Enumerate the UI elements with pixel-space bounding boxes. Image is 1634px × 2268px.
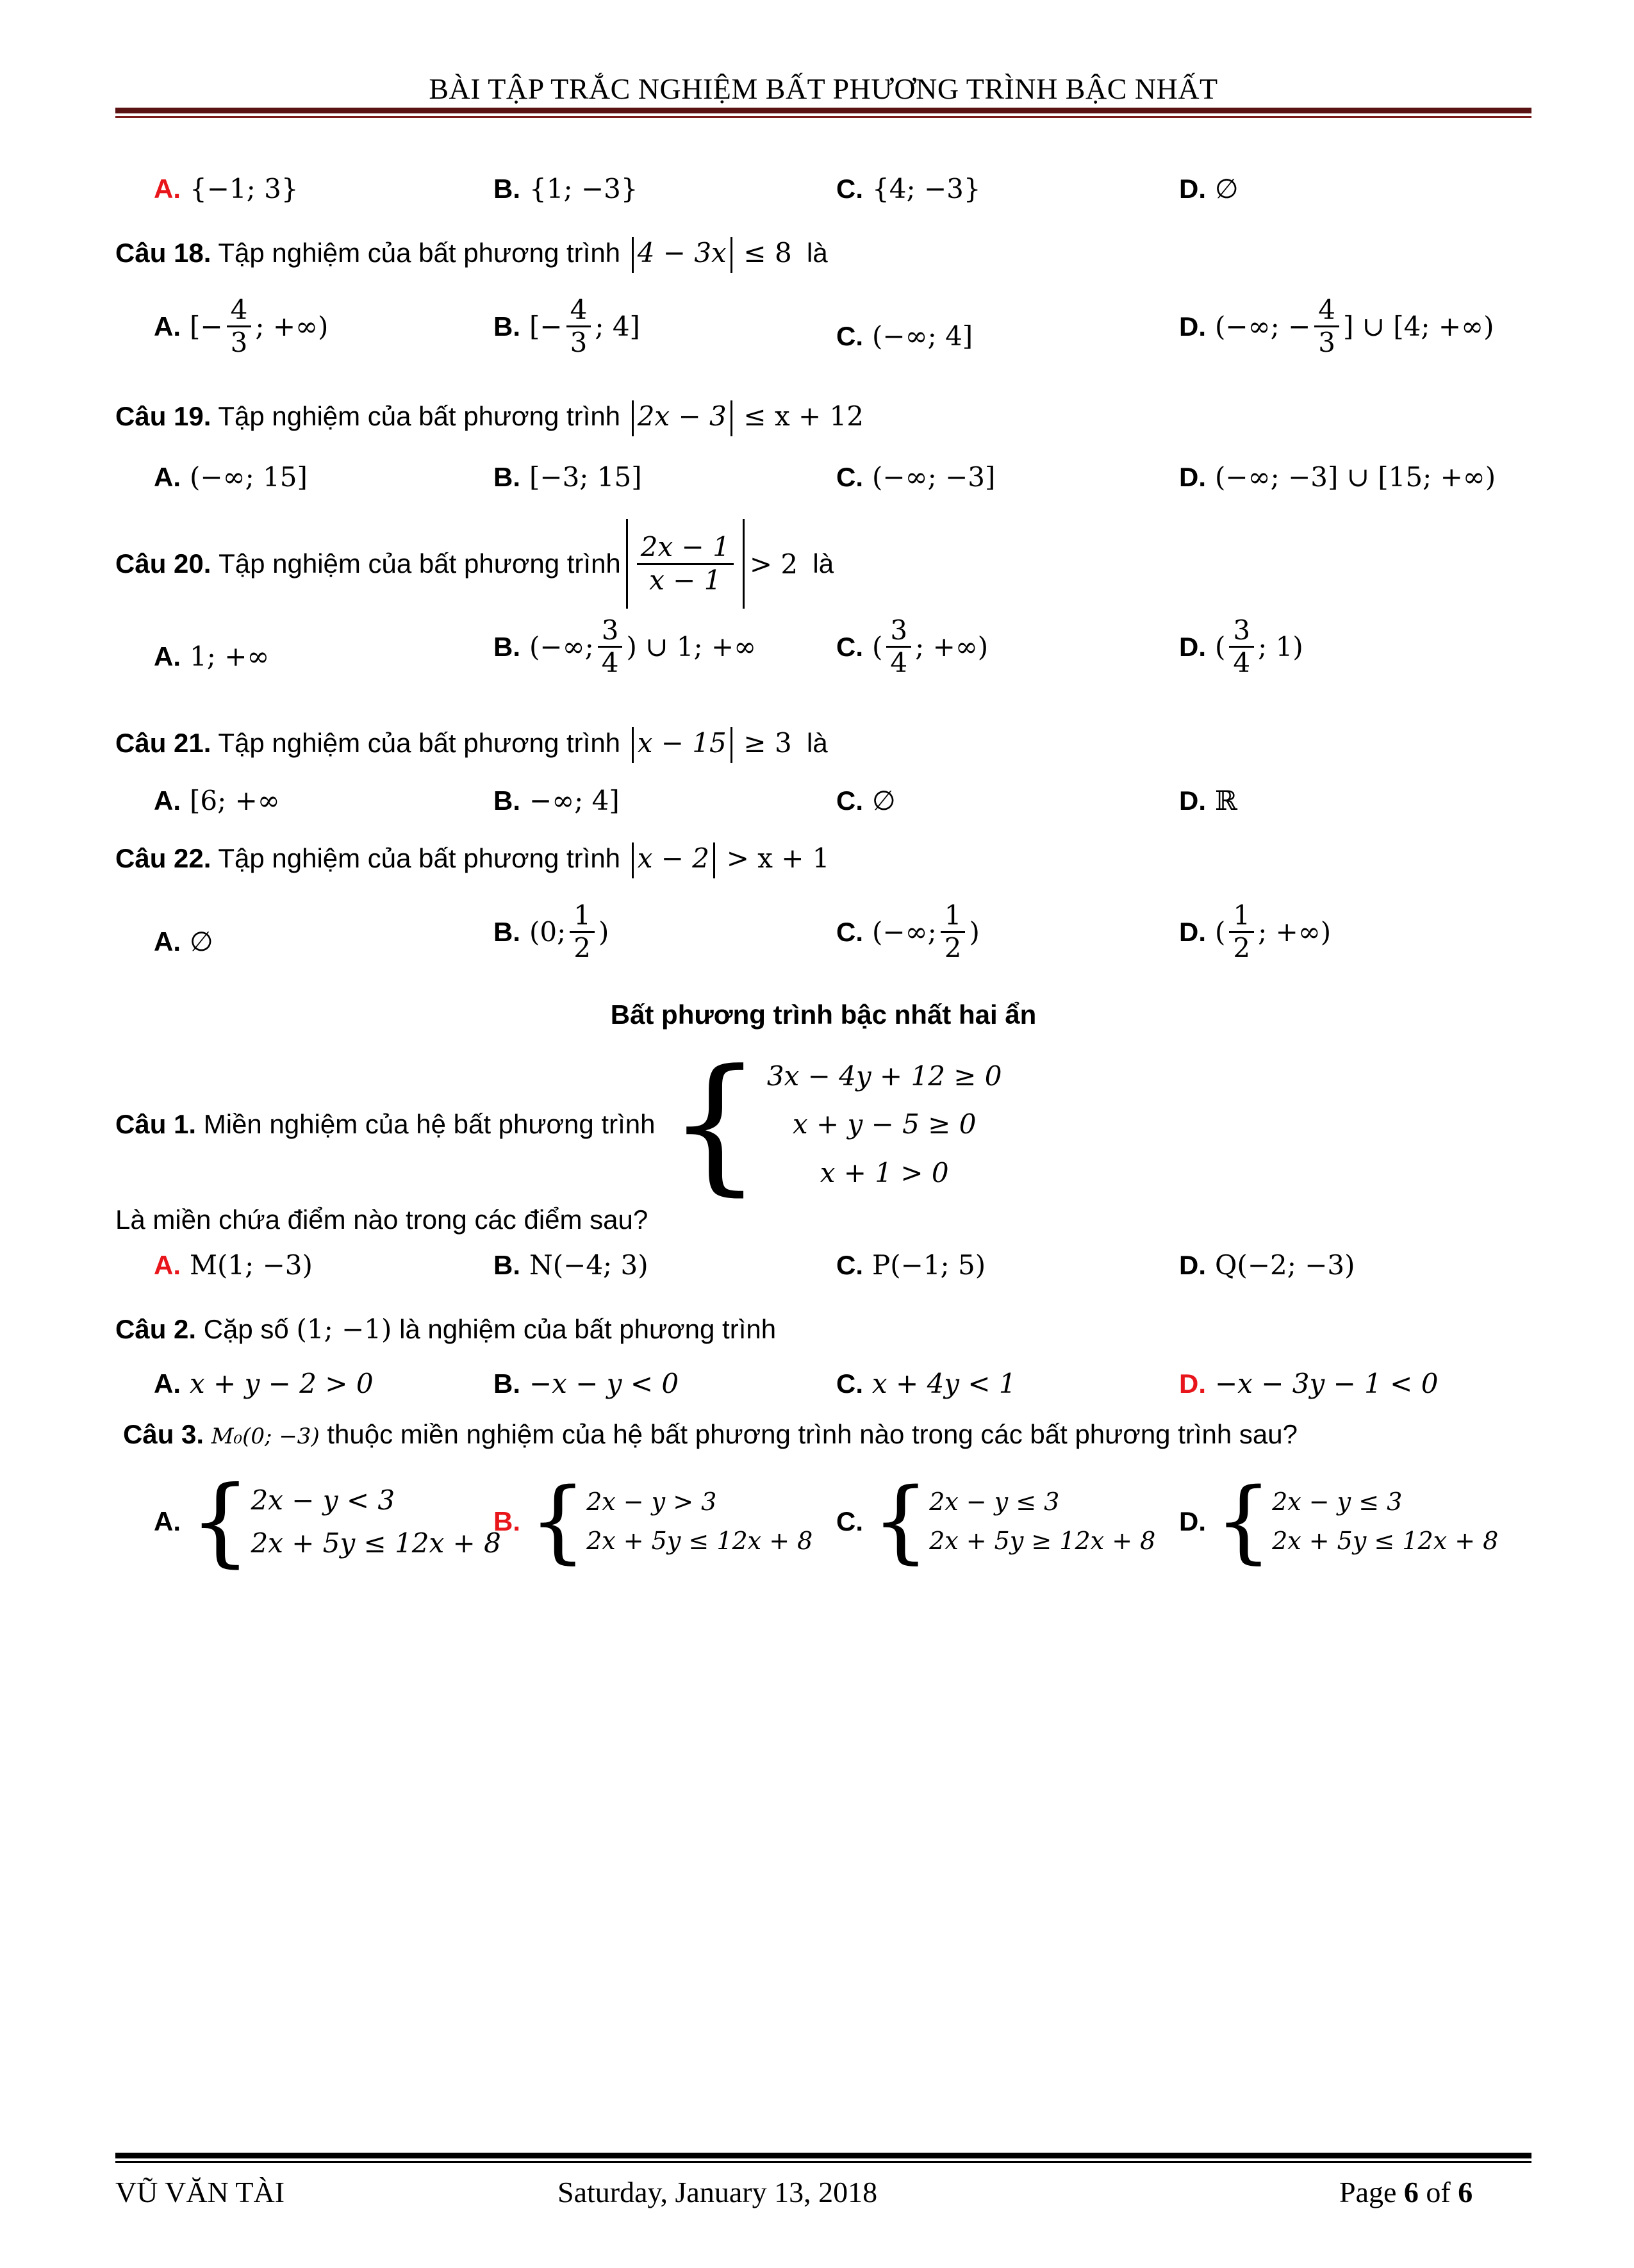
q21-option-b: B. −∞; 4] xyxy=(493,785,620,816)
s3-option-b: B. { 2x − y > 3 2x + 5y ≤ 12x + 8 xyxy=(493,1469,813,1574)
q21-option-c: C. ∅ xyxy=(836,785,896,816)
header-rule-thin xyxy=(115,116,1531,118)
q22-stem: Câu 22. Tập nghiệm của bất phương trình x − 2 > x + 1 xyxy=(115,842,1525,878)
footer-page: Page 6 of 6 xyxy=(1339,2176,1473,2208)
q18-option-a: A. [− $\frac{4}{3}$ ; +∞) xyxy=(154,294,329,359)
q19-option-d: D. (−∞; −3] ∪ [15; +∞) xyxy=(1179,461,1496,493)
s1-option-c: C. P(−1; 5) xyxy=(836,1249,986,1281)
section-title: Bất phương trình bậc nhất hai ẩn xyxy=(610,999,1037,1030)
q19-option-a: A. (−∞; 15] xyxy=(154,461,308,493)
page-header-title: BÀI TẬP TRẮC NGHIỆM BẤT PHƯƠNG TRÌNH BẬC NHẤT xyxy=(429,72,1218,105)
q18-option-c: C. (−∞; 4] xyxy=(836,320,973,352)
q17-option-c: C. {4; −3} xyxy=(836,173,981,204)
footer-rule-thin xyxy=(115,2161,1531,2163)
q21-stem: Câu 21. Tập nghiệm của bất phương trình x − 15 ≥ 3 là xyxy=(115,727,1525,763)
footer-rule-thick xyxy=(115,2153,1531,2158)
footer-author: VŨ VĂN TÀI xyxy=(115,2176,285,2208)
s1-followup: Là miền chứa điểm nào trong các điểm sau? xyxy=(115,1204,648,1235)
s3-option-d: D. { 2x − y ≤ 3 2x + 5y ≤ 12x + 8 xyxy=(1179,1469,1499,1574)
q19-option-b: B. [−3; 15] xyxy=(493,461,642,493)
s2-stem: Câu 2. Cặp số (1; −1) là nghiệm của bất phương trình xyxy=(115,1313,777,1345)
s3-stem: Câu 3. M₀(0; −3) thuộc miền nghiệm của hệ bất phương trình nào trong các bất phương trình sau? xyxy=(123,1419,1298,1449)
q18-stem: Câu 18. Tập nghiệm của bất phương trình 4 − 3x ≤ 8 là xyxy=(115,237,1525,273)
s3-option-c: C. { 2x − y ≤ 3 2x + 5y ≥ 12x + 8 xyxy=(836,1469,1156,1574)
q17-option-a: A. {−1; 3} xyxy=(154,173,299,204)
q22-option-d: D. ( $\frac{1}{2}$ ; +∞) xyxy=(1179,900,1332,964)
footer-date: Saturday, January 13, 2018 xyxy=(557,2176,878,2208)
s1-option-d: D. Q(−2; −3) xyxy=(1179,1249,1355,1281)
q22-option-c: C. (−∞; $\frac{1}{2}$ ) xyxy=(836,900,980,964)
q17-option-b: B. {1; −3} xyxy=(493,173,638,204)
q21-option-a: A. [6; +∞ xyxy=(154,785,280,816)
s3-option-a: A. { 2x − y < 3 2x + 5y ≤ 12x + 8 xyxy=(154,1466,501,1577)
q20-option-c: C. ( $\frac{3}{4}$ ; +∞) xyxy=(836,614,989,679)
q18-option-b: B. [− $\frac{4}{3}$ ; 4] xyxy=(493,294,640,359)
q20-option-d: D. ( $\frac{3}{4}$ ; 1) xyxy=(1179,614,1303,679)
s1-option-a: A. M(1; −3) xyxy=(154,1249,313,1281)
q19-option-c: C. (−∞; −3] xyxy=(836,461,996,493)
q19-stem: Câu 19. Tập nghiệm của bất phương trình 2x − 3 ≤ x + 12 xyxy=(115,400,1525,436)
s1-option-b: B. N(−4; 3) xyxy=(493,1249,648,1281)
header-rule-thick xyxy=(115,108,1531,113)
s2-option-c: C. x + 4y < 1 xyxy=(836,1368,1016,1399)
s1-stem: Câu 1. Miền nghiệm của hệ bất phương trình { 3x − 4y + 12 ≥ 0 x + y − 5 ≥ 0 x + 1 > 0 xyxy=(115,1039,1002,1210)
q20-option-b: B. (−∞; $\frac{3}{4}$ ) ∪ 1; +∞ xyxy=(493,614,757,679)
q20-option-a: A. 1; +∞ xyxy=(154,641,270,672)
s2-option-d: D. −x − 3y − 1 < 0 xyxy=(1179,1368,1439,1399)
s2-option-b: B. −x − y < 0 xyxy=(493,1368,679,1399)
q18-option-d: D. (−∞; − $\frac{4}{3}$ ] ∪ [4; +∞) xyxy=(1179,294,1494,359)
q22-option-b: B. (0; $\frac{1}{2}$ ) xyxy=(493,900,609,964)
q17-option-d: D. ∅ xyxy=(1179,173,1239,204)
q21-option-d: D. ℝ xyxy=(1179,785,1237,816)
q22-option-a: A. ∅ xyxy=(154,926,213,957)
s2-option-a: A. x + y − 2 > 0 xyxy=(154,1368,374,1399)
q20-stem: Câu 20. Tập nghiệm của bất phương trình $\frac{2x - 1}{x - 1}$ > 2 là xyxy=(115,519,1525,609)
